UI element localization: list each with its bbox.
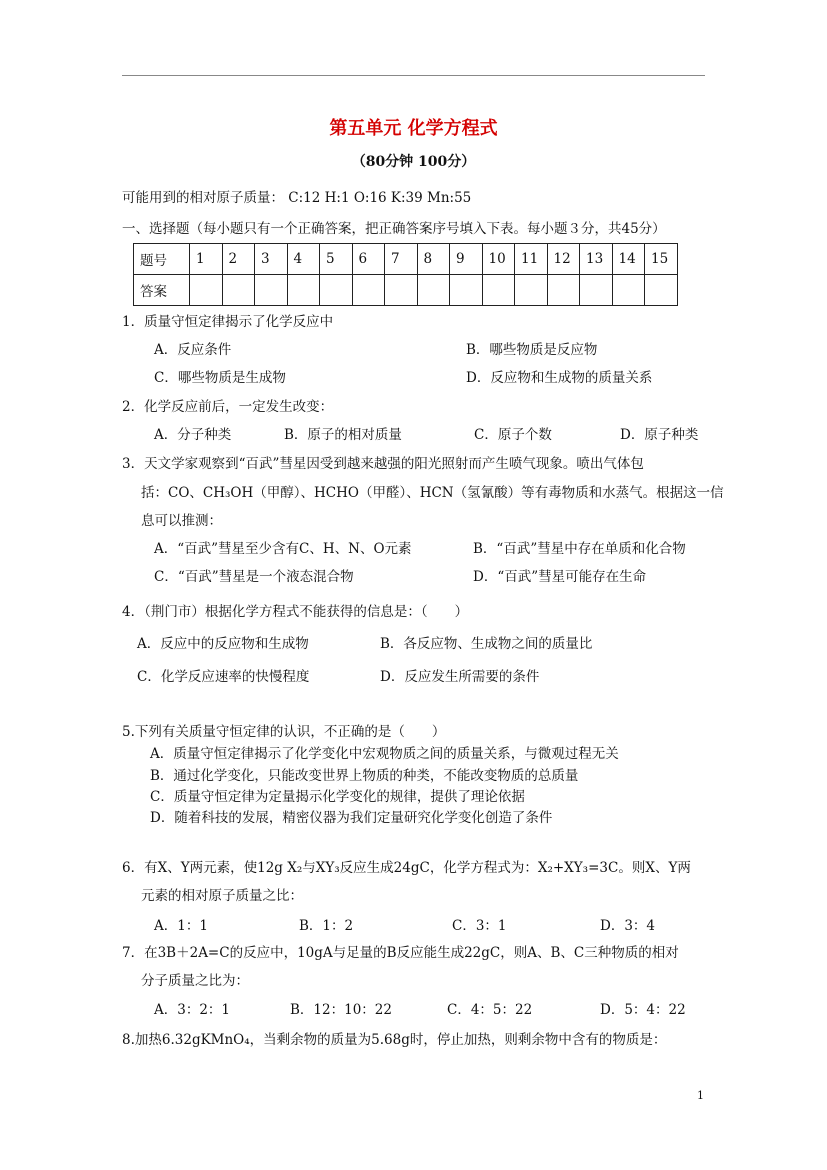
page-subtitle: （80分钟 100分） bbox=[351, 154, 476, 170]
question-3-option-d: D．“百武”彗星可能存在生命 bbox=[473, 569, 647, 585]
table-number-cell: 11 bbox=[515, 244, 548, 275]
question-3-option-c: C．“百武”彗星是一个液态混合物 bbox=[154, 569, 354, 585]
answer-table bbox=[133, 243, 678, 306]
question-2-option-c: C．原子个数 bbox=[474, 427, 552, 443]
answer-cell[interactable] bbox=[450, 275, 483, 306]
question-5-option-d: D．随着科技的发展，精密仪器为我们定量研究化学变化创造了条件 bbox=[150, 810, 553, 826]
question-3-line-1: 3．天文学家观察到“百武”彗星因受到越来越强的阳光照射而产生喷气现象。喷出气体包 bbox=[122, 456, 644, 472]
question-5-stem: 5.下列有关质量守恒定律的认识，不正确的是（ ） bbox=[122, 724, 446, 740]
answer-cell[interactable] bbox=[222, 275, 255, 306]
answer-cell[interactable] bbox=[515, 275, 548, 306]
atomic-masses: 可能用到的相对原子质量： C:12 H:1 O:16 K:39 Mn:55 bbox=[122, 190, 472, 206]
table-number-cell: 5 bbox=[320, 244, 353, 275]
answer-cell[interactable] bbox=[417, 275, 450, 306]
question-6-line-2: 元素的相对原子质量之比： bbox=[141, 888, 303, 904]
question-3-line-3: 息可以推测： bbox=[141, 513, 222, 529]
table-header-cell: 答案 bbox=[134, 275, 190, 306]
question-6-option-c: C．3：1 bbox=[452, 918, 507, 934]
table-number-cell: 13 bbox=[580, 244, 613, 275]
table-number-cell: 14 bbox=[612, 244, 645, 275]
question-5-option-c: C．质量守恒定律为定量揭示化学变化的规律，提供了理论依据 bbox=[150, 789, 525, 805]
question-7-option-b: B．12：10：22 bbox=[290, 1002, 392, 1018]
question-5-option-b: B．通过化学变化，只能改变世界上物质的种类，不能改变物质的总质量 bbox=[150, 768, 579, 784]
answer-cell[interactable] bbox=[287, 275, 320, 306]
question-1-option-d: D．反应物和生成物的质量关系 bbox=[466, 370, 653, 386]
table-number-cell: 15 bbox=[645, 244, 678, 275]
answer-cell[interactable] bbox=[320, 275, 353, 306]
question-3-option-a: A．“百武”彗星至少含有C、H、N、O元素 bbox=[154, 541, 412, 557]
question-7-line-2: 分子质量之比为： bbox=[141, 973, 249, 989]
answer-cell[interactable] bbox=[190, 275, 223, 306]
question-4-option-a: A．反应中的反应物和生成物 bbox=[137, 636, 309, 652]
table-number-cell: 2 bbox=[222, 244, 255, 275]
table-number-cell: 10 bbox=[482, 244, 515, 275]
question-4-option-b: B．各反应物、生成物之间的质量比 bbox=[380, 636, 593, 652]
question-6-option-d: D．3：4 bbox=[600, 918, 656, 934]
table-header-cell: 题号 bbox=[134, 244, 190, 275]
section-heading: 一、选择题（每小题只有一个正确答案，把正确答案序号填入下表。每小题３分，共45分） bbox=[122, 221, 666, 237]
question-6-option-a: A．1：1 bbox=[154, 918, 208, 934]
question-1-stem: 1．质量守恒定律揭示了化学反应中 bbox=[122, 314, 334, 330]
question-3-line-2: 括：CO、CH₃OH（甲醇）、HCHO（甲醛）、HCN（氢氰酸）等有毒物质和水蒸气。根据这一信 bbox=[141, 485, 724, 501]
question-2-option-d: D．原子种类 bbox=[620, 427, 699, 443]
question-4-option-d: D．反应发生所需要的条件 bbox=[380, 669, 540, 685]
question-7-option-d: D．5：4：22 bbox=[600, 1002, 686, 1018]
answer-cell[interactable] bbox=[612, 275, 645, 306]
question-2-option-b: B．原子的相对质量 bbox=[284, 427, 402, 443]
question-2-option-a: A．分子种类 bbox=[154, 427, 232, 443]
question-1-option-a: A．反应条件 bbox=[154, 342, 232, 358]
table-number-cell: 7 bbox=[385, 244, 418, 275]
answer-table-answer-row bbox=[134, 275, 678, 306]
question-4-stem: 4．（荆门市）根据化学方程式不能获得的信息是：（ ） bbox=[122, 604, 469, 620]
table-number-cell: 6 bbox=[352, 244, 385, 275]
answer-cell[interactable] bbox=[385, 275, 418, 306]
question-2-stem: 2．化学反应前后，一定发生改变： bbox=[122, 399, 334, 415]
table-number-cell: 3 bbox=[255, 244, 288, 275]
table-number-cell: 9 bbox=[450, 244, 483, 275]
answer-table-number-row bbox=[134, 244, 678, 275]
table-number-cell: 8 bbox=[417, 244, 450, 275]
answer-cell[interactable] bbox=[255, 275, 288, 306]
question-7-option-a: A．3：2：1 bbox=[154, 1002, 231, 1018]
answer-cell[interactable] bbox=[645, 275, 678, 306]
question-1-option-c: C．哪些物质是生成物 bbox=[154, 370, 286, 386]
table-number-cell: 12 bbox=[547, 244, 580, 275]
page-number: 1 bbox=[697, 1089, 704, 1102]
page-title: 第五单元 化学方程式 bbox=[329, 118, 498, 139]
header-rule bbox=[122, 75, 705, 76]
table-number-cell: 4 bbox=[287, 244, 320, 275]
question-4-option-c: C．化学反应速率的快慢程度 bbox=[137, 669, 310, 685]
question-5-option-a: A．质量守恒定律揭示了化学变化中宏观物质之间的质量关系，与微观过程无关 bbox=[150, 746, 619, 762]
answer-cell[interactable] bbox=[352, 275, 385, 306]
question-1-option-b: B．哪些物质是反应物 bbox=[466, 342, 598, 358]
question-7-line-1: 7．在3B＋2A=C的反应中，10gA与足量的B反应能生成22gC，则A、B、C三种物质的相对 bbox=[122, 945, 679, 961]
answer-cell[interactable] bbox=[482, 275, 515, 306]
question-6-option-b: B．1：2 bbox=[299, 918, 354, 934]
answer-cell[interactable] bbox=[547, 275, 580, 306]
question-7-option-c: C．4：5：22 bbox=[447, 1002, 533, 1018]
table-number-cell: 1 bbox=[190, 244, 223, 275]
question-6-line-1: 6．有X、Y两元素，使12g X₂与XY₃反应生成24gC，化学方程式为：X₂+XY₃=3C。则X、Y两 bbox=[122, 860, 691, 876]
question-3-option-b: B．“百武”彗星中存在单质和化合物 bbox=[473, 541, 686, 557]
answer-cell[interactable] bbox=[580, 275, 613, 306]
question-8-stem: 8.加热6.32gKMnO₄，当剩余物的质量为5.68g时，停止加热，则剩余物中含有的物质是： bbox=[122, 1032, 667, 1048]
